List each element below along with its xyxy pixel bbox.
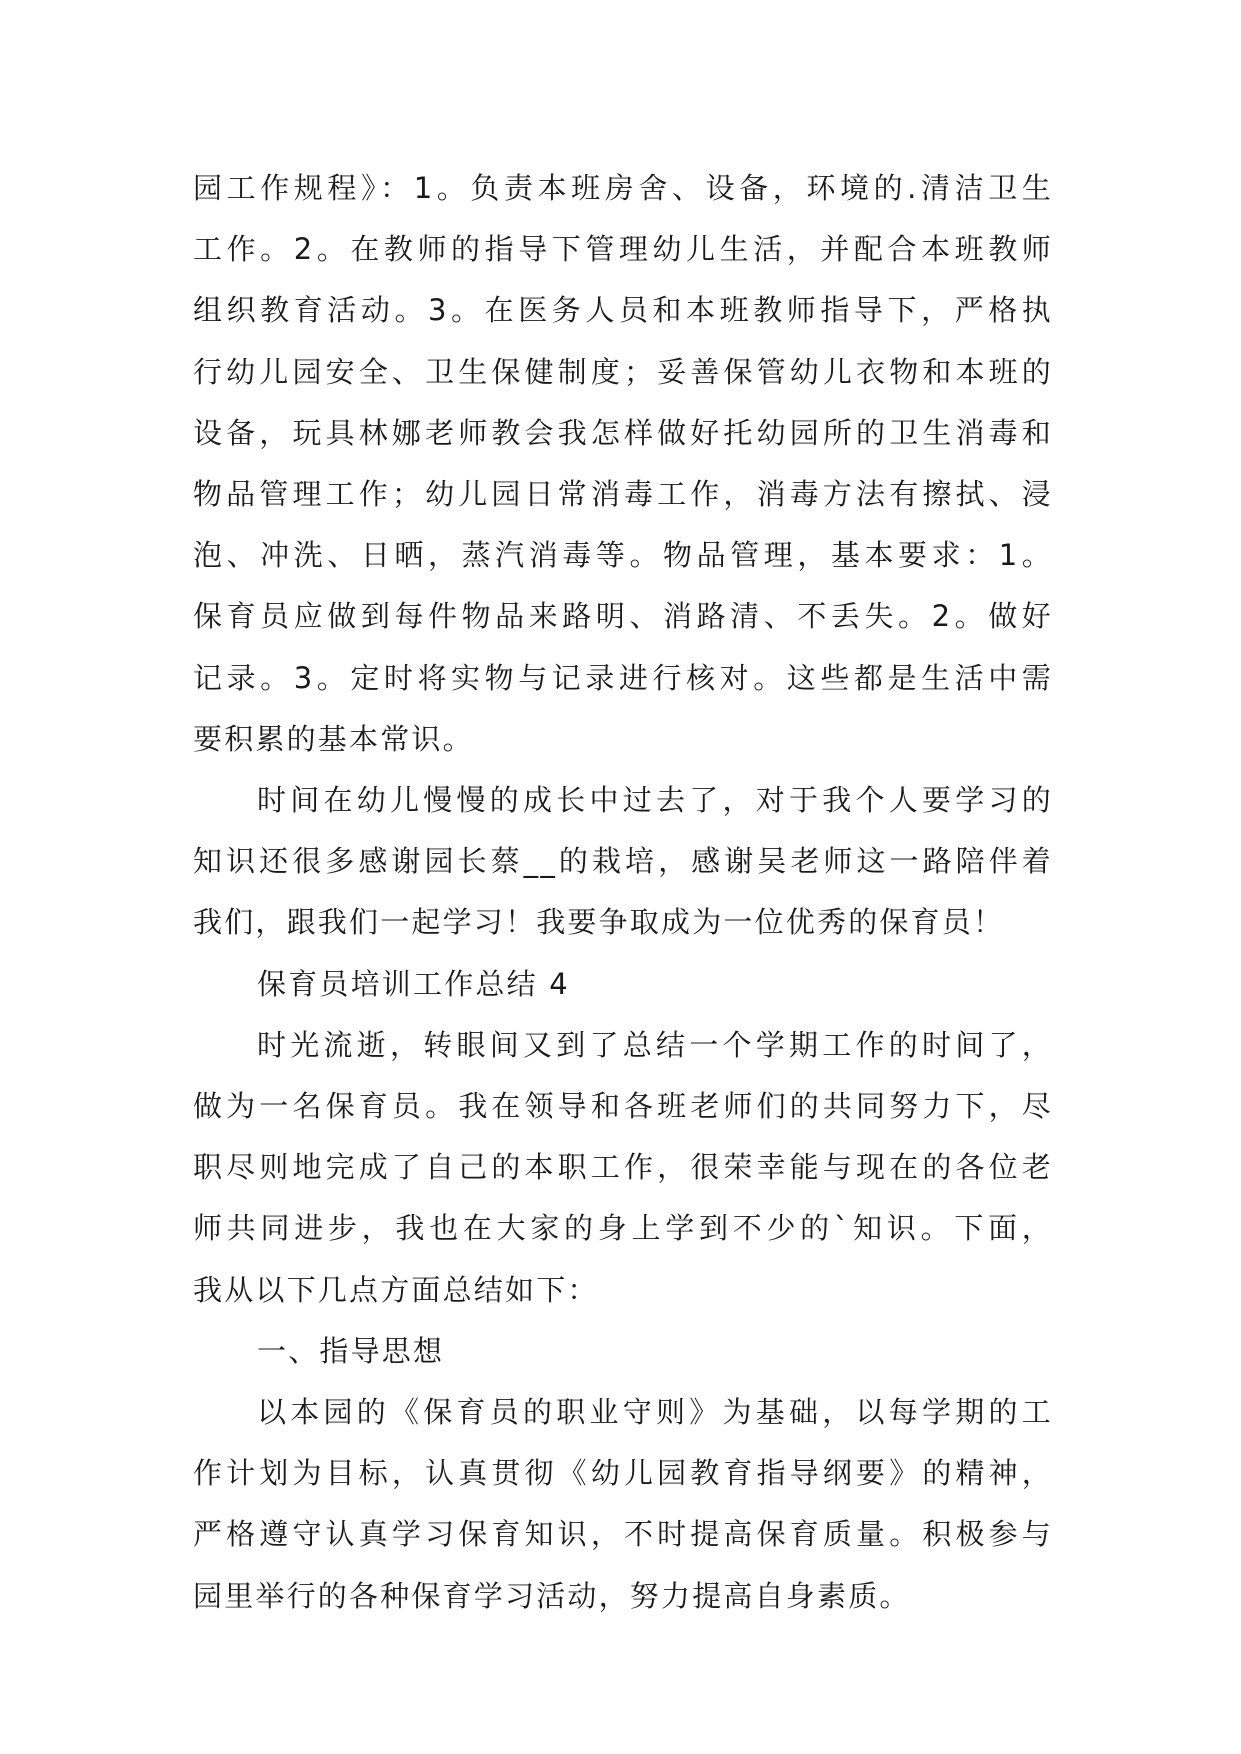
text-line: 组织教育活动。3。在医务人员和本班教师指导下，严格执: [193, 293, 1053, 328]
text-line: 知识还很多感谢园长蔡__的栽培，感谢吴老师这一路陪伴着: [193, 844, 1053, 879]
text-line: 以本园的《保育员的职业守则》为基础，以每学期的工: [257, 1395, 1053, 1430]
paragraph: [193, 1321, 1053, 1382]
text-line: 我们，跟我们一起学习！我要争取成为一位优秀的保育员！: [193, 905, 1005, 940]
text-line: 作计划为目标，认真贯彻《幼儿园教育指导纲要》的精神，: [193, 1456, 1053, 1491]
text-line: 我从以下几点方面总结如下：: [193, 1272, 599, 1307]
text-line: 泡、冲洗、日晒，蒸汽消毒等。物品管理，基本要求：1。: [193, 538, 1053, 573]
text-line: 时间在幼儿慢慢的成长中过去了，对于我个人要学习的: [257, 783, 1053, 818]
text-line: 保育员培训工作总结 4: [257, 966, 570, 1001]
text-line: 保育员应做到每件物品来路明、消路清、不丢失。2。做好: [193, 599, 1053, 634]
text-line: 设备，玩具林娜老师教会我怎样做好托幼园所的卫生消毒和: [193, 415, 1053, 450]
text-line: 严格遵守认真学习保育知识，不时提高保育质量。积极参与: [193, 1517, 1053, 1552]
text-line: 工作。2。在教师的指导下管理幼儿生活，并配合本班教师: [193, 232, 1053, 267]
text-line: 时光流逝，转眼间又到了总结一个学期工作的时间了，: [257, 1027, 1053, 1062]
text-line: 一、指导思想: [257, 1333, 445, 1368]
text-line: 师共同进步，我也在大家的身上学到不少的`知识。下面，: [193, 1211, 1053, 1246]
text-line: 记录。3。定时将实物与记录进行核对。这些都是生活中需: [193, 660, 1053, 695]
text-line: 要积累的基本常识。: [193, 721, 474, 756]
paragraph: [193, 158, 1053, 770]
document-body: [193, 158, 1053, 1627]
paragraph: [193, 954, 1053, 1015]
text-line: 园工作规程》：1。负责本班房舍、设备，环境的.清洁卫生: [193, 171, 1053, 205]
paragraph: [193, 770, 1053, 954]
text-line: 行幼儿园安全、卫生保健制度；妥善保管幼儿衣物和本班的: [193, 354, 1053, 389]
text-line: 物品管理工作；幼儿园日常消毒工作，消毒方法有擦拭、浸: [193, 477, 1053, 512]
text-line: 做为一名保育员。我在领导和各班老师们的共同努力下，尽: [193, 1089, 1053, 1124]
text-line: 职尽则地完成了自己的本职工作，很荣幸能与现在的各位老: [193, 1150, 1053, 1185]
text-line: 园里举行的各种保育学习活动，努力提高自身素质。: [193, 1578, 911, 1613]
paragraph: [193, 1382, 1053, 1627]
paragraph: [193, 1015, 1053, 1321]
